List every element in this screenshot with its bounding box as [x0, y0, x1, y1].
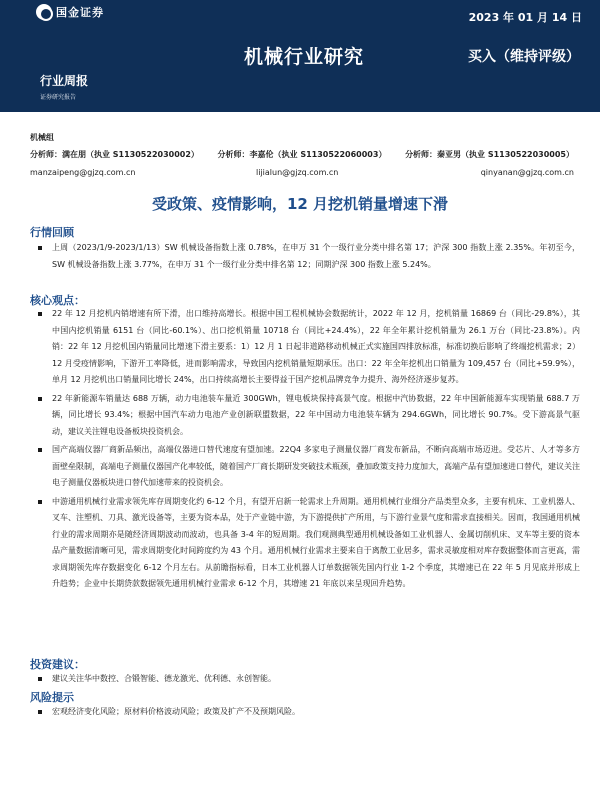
list-item: 中游通用机械行业需求领先库存周期变化约 6-12 个月，有望开启新一轮需求上升周期。通用机械行业细分产品类型众多，主要有机床、工业机器人、叉车、注塑机、刀具、激光设备等，主要为资本品，处于产业链中游，为下游提供扩产所用，与下游行业景气度和需求直接相关。因而，我国通用机械行业的需求周期亦是随经济周期波动而波动，也具备 3-4 年的短周期。我们观测典型通用机械设备如工业机器人、金属切削机床、叉车等主要的资本品产量数据清晰可见，需求周期变化时间跨度约为 43 个月。通用机械行业需求主要来自于离散工业居多，需求灵敏度相对库存数据整体而言更高，需求周期领先库存数据变化 6-12 个月左右。从前瞻指标看，日本工业机器人订单数据领先国内行业 1-2 个季度，其增速已在 22 年 5 月见底并形成上升趋势；企业中长期贷款数据领先通用机械行业需求 6-12 个月，其增速 21 年底以来呈现回升趋势。	[30, 494, 580, 593]
analyst-email-3[interactable]: qinyanan@gjzq.com.cn	[480, 168, 574, 177]
risk-list	[30, 704, 580, 723]
headline: 受政策、疫情影响，12 月挖机销量增速下滑	[151, 195, 449, 213]
analyst-2: 分析师：李嘉伦（执业 S1130522060003）	[217, 150, 387, 159]
report-title: 机械行业研究	[244, 46, 365, 68]
analyst-1: 分析师：满在朋（执业 S1130522030002）	[30, 150, 199, 159]
bullet-icon	[38, 397, 42, 401]
bullet-icon	[38, 677, 42, 681]
logo-icon	[36, 4, 52, 20]
report-category: 行业周报	[40, 74, 89, 88]
email-row	[30, 168, 574, 177]
analyst-block	[30, 132, 574, 177]
bullet-icon	[38, 448, 42, 452]
logo-text: 国金证券	[56, 6, 104, 19]
list-item: 建议关注华中数控、合锻智能、德龙激光、优利德、永创智能。	[30, 671, 580, 688]
analyst-email-1[interactable]: manzaipeng@gjzq.com.cn	[30, 168, 136, 177]
report-sub-category: 证券研究报告	[40, 94, 77, 101]
list-item: 宏观经济变化风险；原材料价格波动风险；政策及扩产不及预期风险。	[30, 704, 580, 721]
list-item: 22 年 12 月挖机内销增速有所下滑，出口维持高增长。根据中国工程机械协会数据统计，2022 年 12 月，挖机销量 16869 台（同比-29.8%），其中国内挖机销量 6151 台（同比-60.1%）、出口挖机销量 10718 台（同比+24.4%），22 年全年累计挖机销量为 26.1 万台（同比-23.8%）。内销：22 年 12 月挖机国内销量同比增速下滑主要系：1）12 月 1 日起非道路移动机械正式实施国四排放标准，标准切换后影响了终端挖机需求；2）12 月受疫情影响，下游开工率降低，进而影响需求，导致国内挖机销量短期承压。出口：22 年全年挖机出口销量为 109,457 台（同比+59.9%），单月 12 月挖机出口销量同比增长 24%，出口持续高增长主要得益于国产挖机品牌竞争力提升、海外经济逐步复苏。	[30, 306, 580, 389]
analyst-3: 分析师：秦亚男（执业 S1130522030005）	[405, 150, 574, 159]
core-list	[30, 306, 580, 595]
analyst-email-2[interactable]: lijialun@gjzq.com.cn	[256, 168, 339, 177]
review-list	[30, 240, 580, 275]
section-title-core: 核心观点：	[30, 294, 85, 307]
company-logo	[36, 4, 104, 20]
bullet-icon	[38, 710, 42, 714]
rating: 买入（维持评级）	[468, 49, 580, 65]
report-date: 2023 年 01 月 14 日	[468, 11, 582, 24]
bullet-icon	[38, 246, 42, 250]
analyst-group: 机械组	[30, 133, 54, 142]
advice-list	[30, 671, 580, 690]
list-item: 22 年新能源车销量达 688 万辆，动力电池装车量近 300GWh，锂电板块保持高景气度。根据中汽协数据，22 年中国新能源车实现销量 688.7 万辆，同比增长 93.4%；根据中国汽车动力电池产业创新联盟数据，22 年中国动力电池装车辆为 294.6GWh，同比增长 90.7%。受下游高景气驱动，建议关注锂电设备板块投资机会。	[30, 391, 580, 441]
bullet-icon	[38, 312, 42, 316]
report-header	[0, 0, 600, 112]
section-title-advice: 投资建议：	[30, 658, 85, 671]
section-title-review: 行情回顾	[30, 226, 74, 239]
bullet-icon	[38, 500, 42, 504]
analyst-row	[30, 149, 574, 160]
list-item: 国产高端仪器厂商新品频出，高端仪器进口替代速度有望加速。22Q4 多家电子测量仪器厂商发布新品，不断向高端市场迈进。受芯片、人才等多方面壁垒限制，高端电子测量仪器国产化率较低，随着国产厂商长期研发突破技术瓶颈，叠加政策支持力度加大，高端产品有望加速进口替代，建议关注电子测量仪器板块进口替代加速带来的投资机会。	[30, 442, 580, 492]
section-title-risk: 风险提示	[30, 691, 74, 704]
list-item: 上周（2023/1/9-2023/1/13）SW 机械设备指数上涨 0.78%，在申万 31 个一级行业分类中排名第 17；沪深 300 指数上涨 2.35%。年初至今，SW 机械设备指数上涨 3.77%，在申万 31 个一级行业分类中排名第 12；同期沪深 300 指数上涨 5.24%。	[30, 240, 580, 273]
